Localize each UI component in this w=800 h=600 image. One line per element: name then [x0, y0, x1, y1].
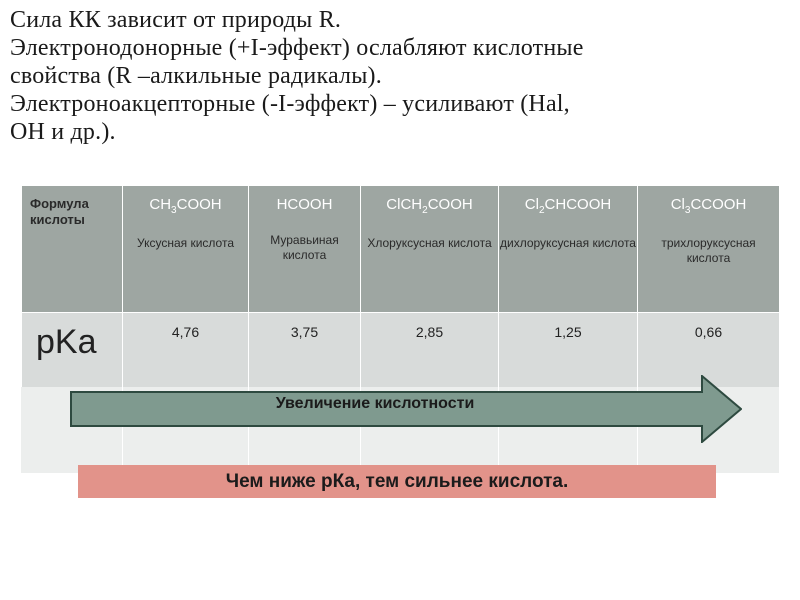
pka-value: 0,66 — [638, 313, 780, 409]
intro-line: Сила КК зависит от природы R. — [10, 7, 342, 33]
acid-name: Хлоруксусная кислота — [367, 236, 492, 250]
pka-value: 4,76 — [123, 313, 249, 409]
table-header-row — [22, 186, 780, 313]
intro-line: Электронодонорные (+I-эффект) ослабляют кислотные — [10, 35, 584, 61]
acid-header-cell — [249, 186, 361, 313]
intro-text — [10, 6, 790, 146]
intro-line: Электроноакцепторные (-I-эффект) – усиливают (Hal, — [10, 91, 570, 117]
acid-header-cell — [123, 186, 249, 313]
acid-header-cell — [361, 186, 499, 313]
pka-value: 2,85 — [361, 313, 499, 409]
pka-row-label: pKa — [22, 313, 123, 409]
intro-line: OH и др.). — [10, 119, 116, 145]
acid-formula: $Cl_3CCOOH$ — [670, 196, 747, 216]
acid-name: Уксусная кислота — [136, 236, 234, 250]
acid-name: Муравьиная кислота — [270, 233, 339, 262]
pka-value: 3,75 — [249, 313, 361, 409]
acid-formula: ClCH$_2$COOH — [386, 196, 473, 216]
acid-formula: $Cl_2CHCOOH$ — [524, 196, 612, 216]
pka-value: 1,25 — [499, 313, 638, 409]
arrow-label: Увеличение кислотности — [275, 395, 475, 412]
acid-formula: $CH_3COOH$ — [149, 196, 222, 216]
intro-line: свойства (R –алкильные радикалы). — [10, 63, 382, 89]
acid-formula: HCOOH — [276, 196, 333, 213]
conclusion-banner: Чем ниже рКа, тем сильнее кислота. — [78, 465, 716, 498]
header-formula-label: Формула кислоты — [22, 186, 123, 313]
acid-header-cell — [499, 186, 638, 313]
acid-name: дихлоруксусная кислота — [500, 236, 636, 250]
acid-header-cell — [638, 186, 780, 313]
acid-name: трихлоруксусная кислота — [661, 236, 756, 265]
